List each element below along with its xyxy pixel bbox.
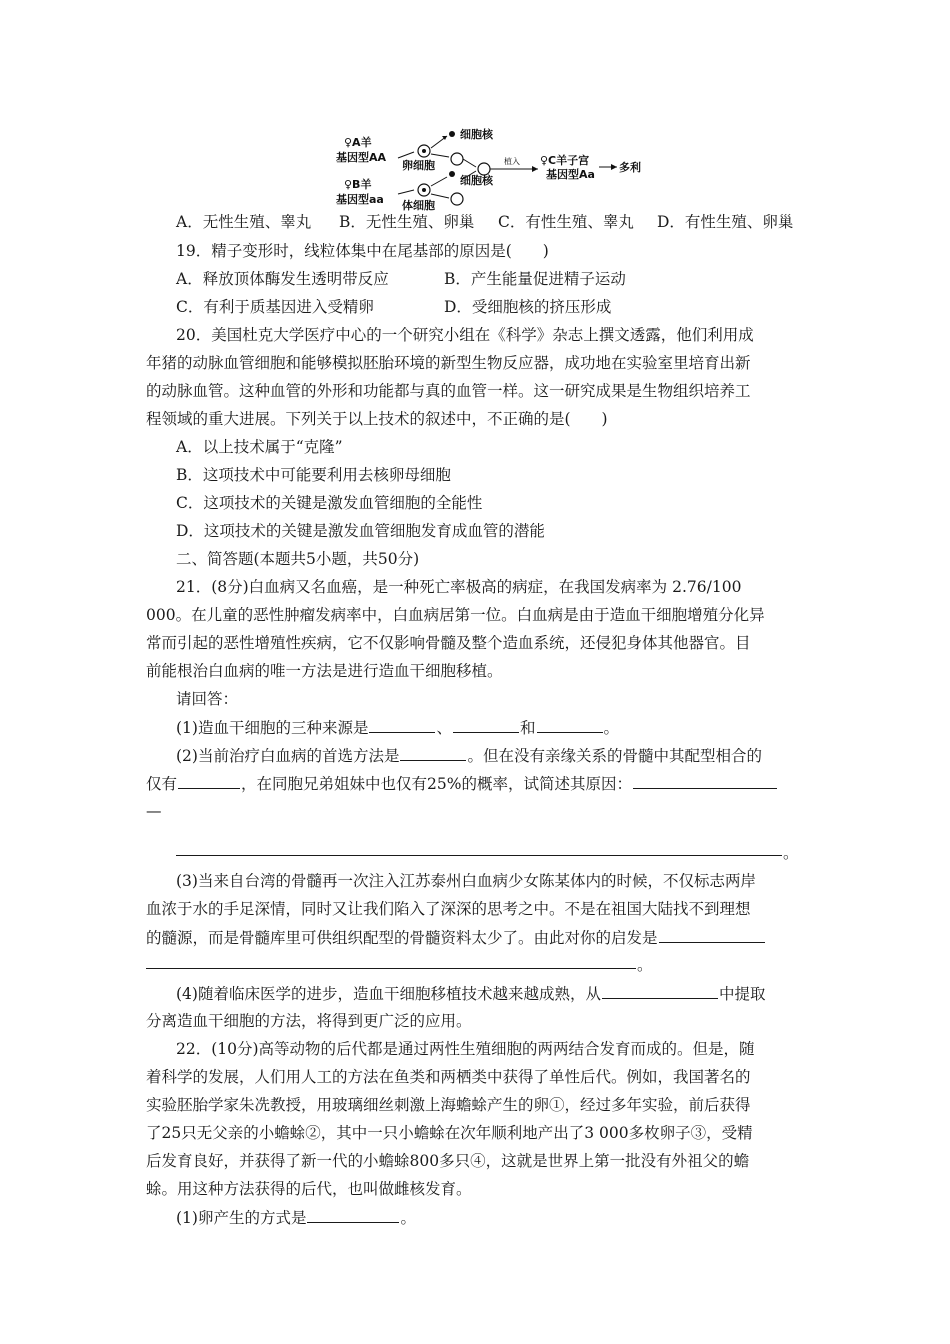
q22-stem-line: 着科学的发展，人们用人工的方法在鱼类和两栖类中获得了单性后代。例如，我国著名的 bbox=[146, 1068, 751, 1086]
q18-options bbox=[176, 212, 793, 232]
answer-blank[interactable] bbox=[633, 773, 777, 789]
q21-part4-line1: (4)随着临床医学的进步，造血干细胞移植技术越来越成熟，从 中提取 bbox=[176, 985, 766, 1003]
q20-option-c[interactable]: C．这项技术的关键是激发血管细胞的全能性 bbox=[176, 494, 483, 512]
q22-stem-line: 实验胚胎学家朱冼教授，用玻璃细丝刺激上海蟾蜍产生的卵①，经过多年实验，前后获得 bbox=[146, 1096, 751, 1114]
q22-stem-line: 后发育良好，并获得了新一代的小蟾蜍800多只④，这就是世界上第一批没有外祖父的蟾 bbox=[146, 1152, 750, 1170]
q21-part3-line3: 的髓源，而是骨髓库里可供组织配型的骨髓资料太少了。由此对你的启发是 bbox=[146, 927, 766, 948]
q18-option-d[interactable]: D．有性生殖、卵巢 bbox=[657, 213, 794, 231]
c-sheep-label: ♀C羊子宫 bbox=[540, 154, 590, 167]
dolly-label: 多利 bbox=[619, 161, 641, 174]
q21-part2-line2: 仅有 ，在同胞兄弟姐妹中也仅有25%的概率，试简述其原因： bbox=[146, 773, 778, 794]
q18-option-b[interactable]: B．无性生殖、卵巢 bbox=[339, 213, 475, 231]
q21-stem-line: 21．(8分)白血病又名血癌，是一种死亡率极高的病症，在我国发病率为 2.76/100 bbox=[176, 578, 742, 596]
answer-blank[interactable] bbox=[178, 773, 240, 789]
q22-part1: (1)卵产生的方式是 。 bbox=[176, 1209, 416, 1227]
answer-line[interactable] bbox=[176, 855, 782, 856]
q19-option-a[interactable]: A．释放顶体酶发生透明带反应 bbox=[176, 270, 389, 288]
q21-part3-line: (3)当来自台湾的骨髓再一次注入江苏泰州白血病少女陈某体内的时候，不仅标志两岸 bbox=[176, 872, 756, 890]
answer-blank[interactable] bbox=[537, 717, 603, 733]
cloning-diagram bbox=[334, 124, 646, 212]
answer-blank[interactable] bbox=[659, 927, 765, 943]
q18-option-c[interactable]: C．有性生殖、睾丸 bbox=[498, 213, 634, 231]
q22-stem-line: 了25只无父亲的小蟾蜍②，其中一只小蟾蜍在次年顺利地产出了3 000多枚卵子③，受精 bbox=[146, 1124, 753, 1142]
c-genotype-label: 基因型Aa bbox=[546, 168, 595, 181]
a-genotype-label: 基因型AA bbox=[336, 151, 387, 164]
a-sheep-label: ♀A羊 bbox=[344, 136, 372, 149]
q20-stem-line: 程领域的重大进展。下列关于以上技术的叙述中，不正确的是( ) bbox=[146, 410, 608, 428]
implant-label: 植入 bbox=[504, 157, 520, 166]
q22-stem-line: 蜍。用这种方法获得的后代，也叫做雌核发育。 bbox=[146, 1180, 472, 1198]
q19-option-c[interactable]: C．有利于质基因进入受精卵 bbox=[176, 298, 374, 316]
body-cell-label: 体细胞 bbox=[402, 199, 435, 212]
answer-blank[interactable] bbox=[307, 1207, 399, 1223]
egg-cell-label: 卵细胞 bbox=[402, 159, 435, 172]
b-genotype-label: 基因型aa bbox=[336, 193, 384, 206]
q21-part4-line2: 分离造血干细胞的方法，将得到更广泛的应用。 bbox=[146, 1012, 472, 1030]
q21-stem-line: 前能根治白血病的唯一方法是进行造血干细胞移植。 bbox=[146, 662, 503, 680]
q20-stem-line: 年猪的动脉血管细胞和能够模拟胚胎环境的新型生物反应器，成功地在实验室里培育出新 bbox=[146, 354, 751, 372]
q18-option-a[interactable]: A．无性生殖、睾丸 bbox=[176, 213, 312, 231]
q21-stem-line: 000。在儿童的恶性肿瘤发病率中，白血病居第一位。白血病是由于造血干细胞增殖分化异 bbox=[146, 606, 765, 624]
q20-stem-line: 的动脉血管。这种血管的外形和功能都与真的血管一样。这一研究成果是生物组织培养工 bbox=[146, 382, 751, 400]
answer-blank[interactable] bbox=[400, 745, 466, 761]
q21-part2-end: 。 bbox=[783, 844, 799, 862]
q19-option-d[interactable]: D．受细胞核的挤压形成 bbox=[444, 298, 612, 316]
q21-part3-end: 。 bbox=[637, 956, 653, 974]
q22-stem-line: 22．(10分)高等动物的后代都是通过两性生殖细胞的两两结合发育而成的。但是，随 bbox=[176, 1040, 755, 1058]
q20-option-d[interactable]: D．这项技术的关键是激发血管细胞发育成血管的潜能 bbox=[176, 522, 545, 540]
q20-stem-line: 20．美国杜克大学医疗中心的一个研究小组在《科学》杂志上撰文透露，他们利用成 bbox=[176, 326, 754, 344]
q19-stem: 19．精子变形时，线粒体集中在尾基部的原因是( ) bbox=[176, 242, 549, 260]
answer-blank[interactable] bbox=[453, 717, 519, 733]
answer-blank[interactable] bbox=[369, 717, 435, 733]
q21-part3-line: 血浓于水的手足深情，同时又让我们陷入了深深的思考之中。不是在祖国大陆找不到理想 bbox=[146, 900, 751, 918]
section-heading: 二、简答题(本题共5小题，共50分) bbox=[176, 550, 420, 568]
answer-blank[interactable] bbox=[602, 983, 718, 999]
q21-prompt: 请回答： bbox=[176, 690, 239, 708]
q21-stem-line: 常而引起的恶性增殖性疾病，它不仅影响骨髓及整个造血系统，还侵犯身体其他器官。目 bbox=[146, 634, 751, 652]
answer-line[interactable] bbox=[146, 968, 636, 969]
q20-option-a[interactable]: A．以上技术属于“克隆” bbox=[176, 438, 343, 456]
nucleus-top-label: 细胞核 bbox=[460, 128, 493, 141]
q21-part1: (1)造血干细胞的三种来源是 、 和 。 bbox=[176, 719, 620, 737]
q21-part2-line1: (2)当前治疗白血病的首选方法是 。但在没有亲缘关系的骨髓中其配型相合的 bbox=[176, 747, 762, 765]
q21-part2-dash: — bbox=[146, 802, 162, 820]
nucleus-bottom-label: 细胞核 bbox=[460, 174, 493, 187]
b-sheep-label: ♀B羊 bbox=[344, 178, 372, 191]
q19-option-b[interactable]: B．产生能量促进精子运动 bbox=[444, 270, 626, 288]
q20-option-b[interactable]: B．这项技术中可能要利用去核卵母细胞 bbox=[176, 466, 451, 484]
